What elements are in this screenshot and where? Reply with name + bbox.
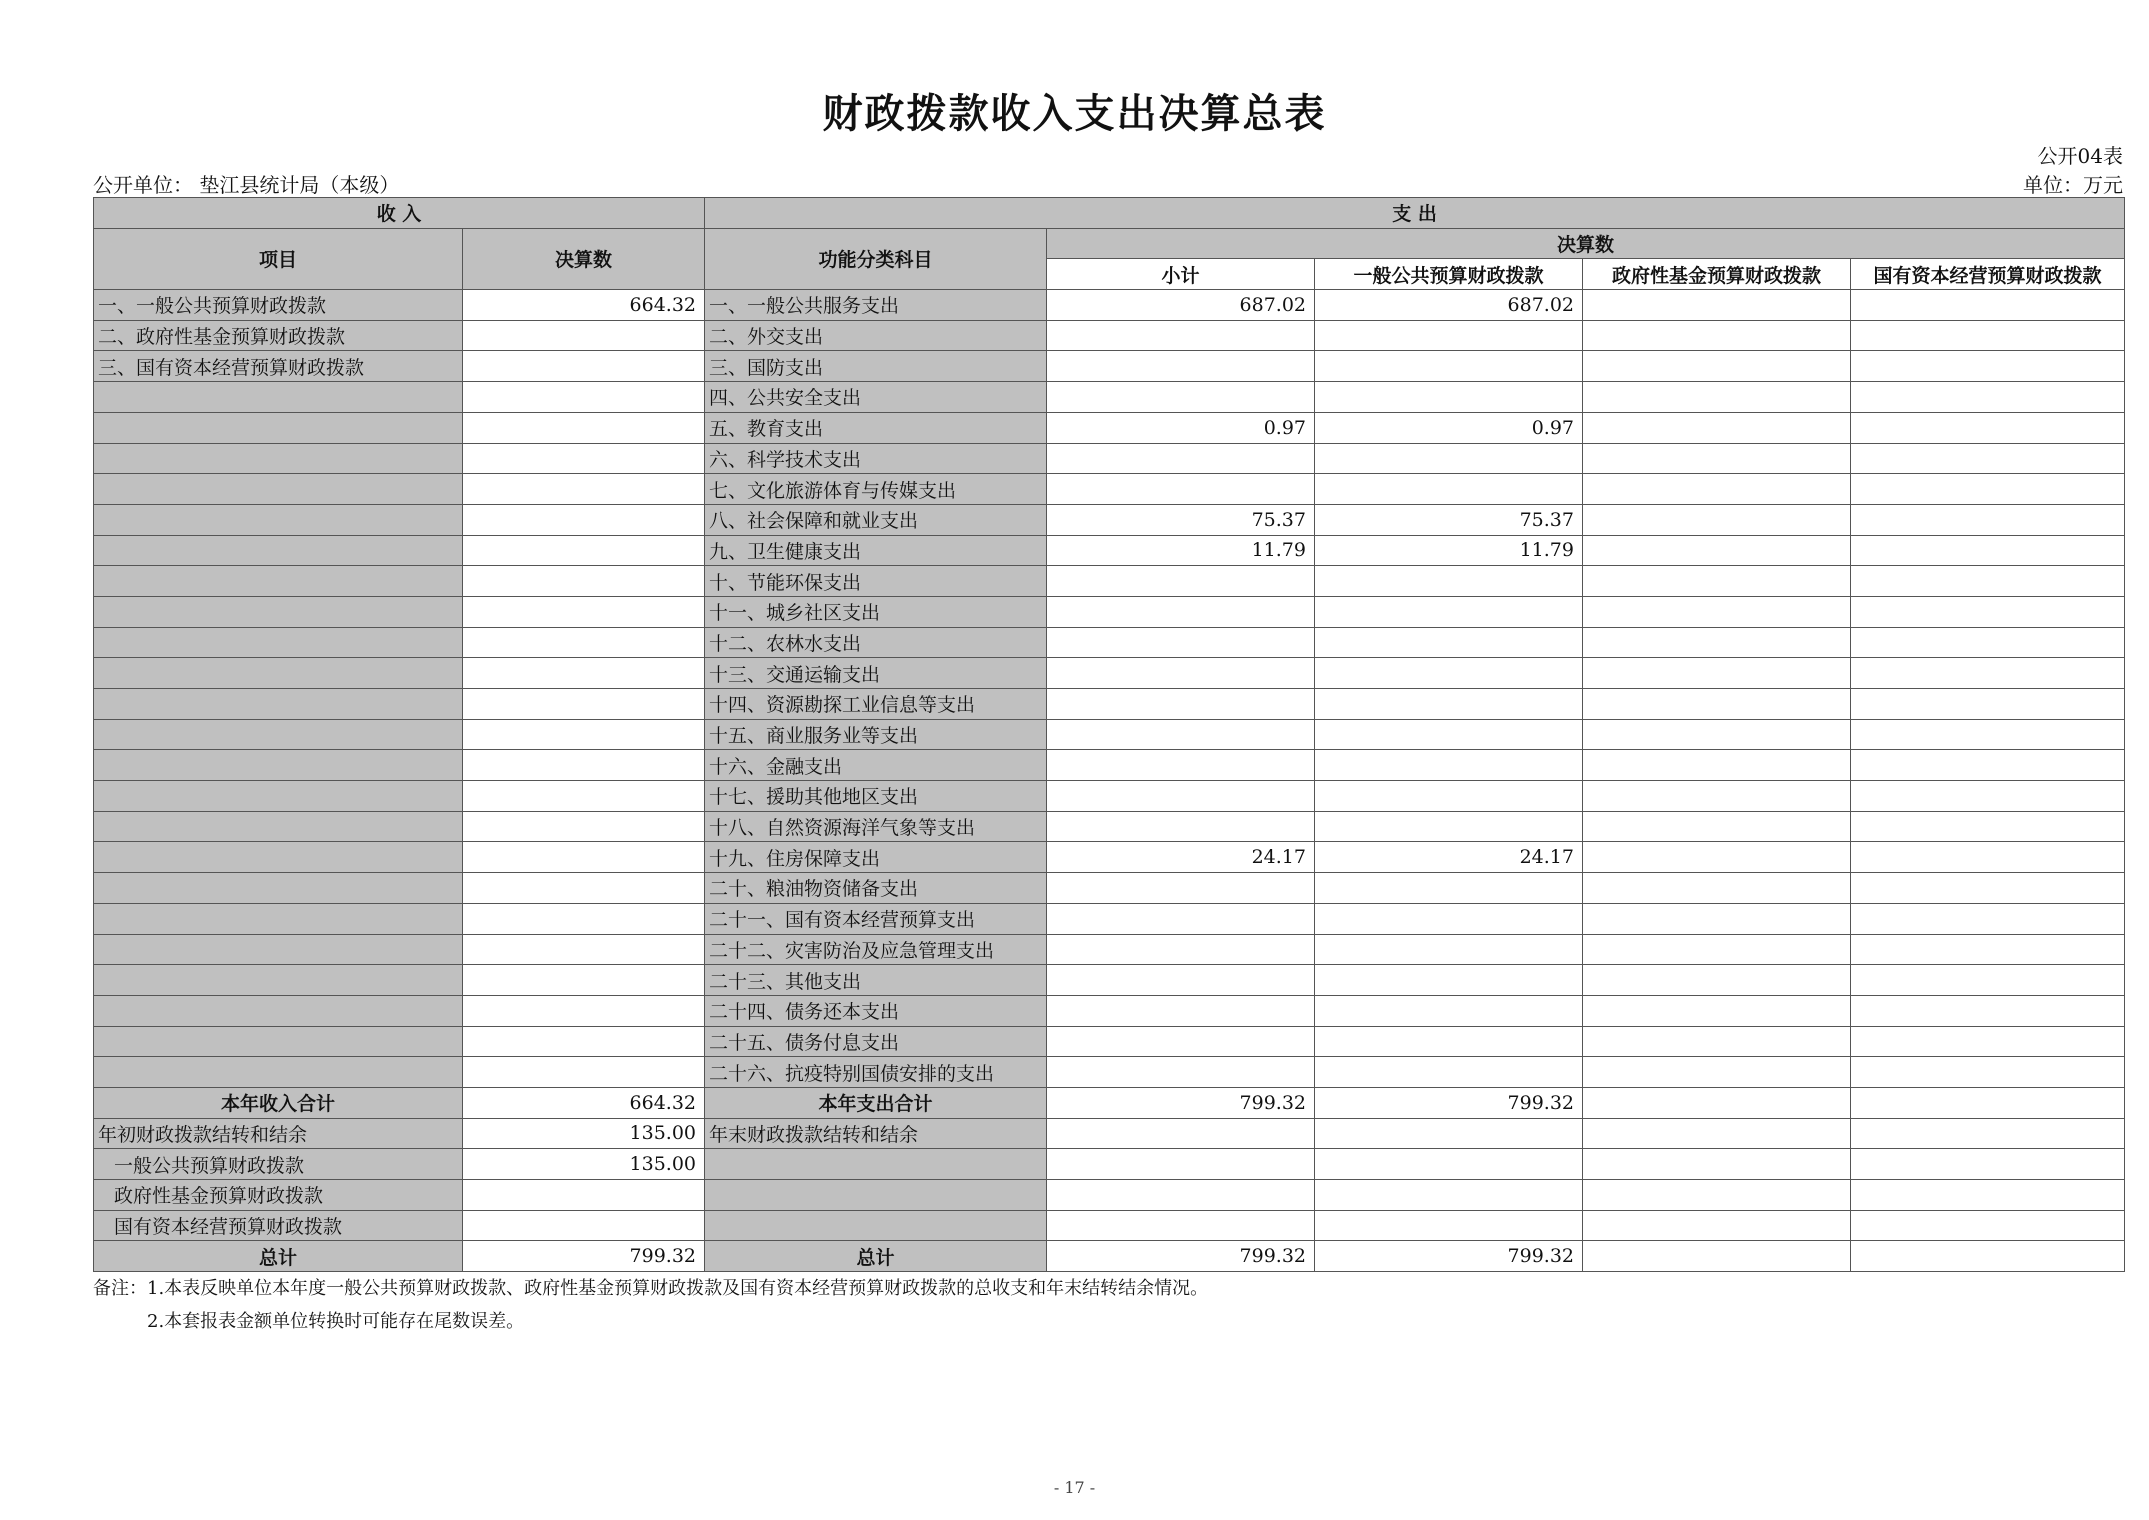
note-1: 备注：1.本表反映单位本年度一般公共预算财政拨款、政府性基金预算财政拨款及国有资本经营预算财政拨款的总收支和年末结转结余情况。 [93, 1278, 1209, 1299]
income-item [94, 842, 463, 873]
expense-govfund [1583, 351, 1851, 382]
year-total-row [94, 1087, 2125, 1118]
income-amount [463, 627, 705, 658]
appropriation-summary-table [93, 197, 2125, 1272]
function-category-header: 功能分类科目 [705, 228, 1047, 289]
expense-govfund [1583, 320, 1851, 351]
expense-subtotal [1047, 1057, 1315, 1088]
expense-category: 十四、资源勘探工业信息等支出 [705, 689, 1047, 720]
general-budget-header: 一般公共预算财政拨款 [1315, 259, 1583, 290]
expense-govfund [1583, 412, 1851, 443]
expense-govfund [1583, 474, 1851, 505]
income-amount [463, 412, 705, 443]
expense-general [1315, 627, 1583, 658]
income-amount [463, 873, 705, 904]
income-amount [463, 351, 705, 382]
notes [93, 1272, 1208, 1338]
year-income-value: 664.32 [463, 1087, 705, 1118]
expense-subtotal: 75.37 [1047, 504, 1315, 535]
expense-govfund [1583, 995, 1851, 1026]
expense-category: 九、卫生健康支出 [705, 535, 1047, 566]
income-item [94, 781, 463, 812]
table-row [94, 566, 2125, 597]
expense-category: 十三、交通运输支出 [705, 658, 1047, 689]
expense-general [1315, 995, 1583, 1026]
income-item: 一、一般公共预算财政拨款 [94, 290, 463, 321]
income-item [94, 535, 463, 566]
expense-state [1851, 811, 2125, 842]
income-amount [463, 504, 705, 535]
expense-general [1315, 351, 1583, 382]
expense-subtotal [1047, 566, 1315, 597]
amount-header: 决算数 [463, 228, 705, 289]
income-item [94, 627, 463, 658]
expense-category: 十七、援助其他地区支出 [705, 781, 1047, 812]
income-item [94, 382, 463, 413]
expense-state [1851, 351, 2125, 382]
expense-general: 0.97 [1315, 412, 1583, 443]
table-row [94, 689, 2125, 720]
expense-govfund [1583, 719, 1851, 750]
note-2: 2.本套报表金额单位转换时可能存在尾数误差。 [147, 1311, 525, 1332]
income-item: 二、政府性基金预算财政拨款 [94, 320, 463, 351]
expense-subtotal: 24.17 [1047, 842, 1315, 873]
income-section-header: 收 入 [94, 198, 705, 229]
income-amount [463, 1026, 705, 1057]
expense-state [1851, 320, 2125, 351]
table-row [94, 443, 2125, 474]
grand-expense-subtotal: 799.32 [1047, 1241, 1315, 1272]
expense-subtotal [1047, 320, 1315, 351]
expense-govfund [1583, 1026, 1851, 1057]
table-row [94, 320, 2125, 351]
table-row [94, 934, 2125, 965]
income-amount [463, 320, 705, 351]
currency-unit: 单位：万元 [2023, 173, 2123, 197]
expense-state [1851, 995, 2125, 1026]
income-item [94, 504, 463, 535]
table-row [94, 504, 2125, 535]
expense-state [1851, 504, 2125, 535]
begin-govfund-label: 政府性基金预算财政拨款 [94, 1180, 463, 1211]
expense-subtotal [1047, 719, 1315, 750]
year-expense-label: 本年支出合计 [705, 1087, 1047, 1118]
expense-state [1851, 750, 2125, 781]
expense-govfund [1583, 750, 1851, 781]
item-header: 项目 [94, 228, 463, 289]
expense-general [1315, 903, 1583, 934]
income-amount [463, 535, 705, 566]
year-expense-subtotal: 799.32 [1047, 1087, 1315, 1118]
expense-general [1315, 320, 1583, 351]
page-number: - 17 - [1053, 1478, 1096, 1497]
expense-subtotal [1047, 873, 1315, 904]
end-balance-govfund [1583, 1118, 1851, 1149]
income-amount [463, 965, 705, 996]
table-row [94, 658, 2125, 689]
expense-category: 二十、粮油物资储备支出 [705, 873, 1047, 904]
expense-category: 四、公共安全支出 [705, 382, 1047, 413]
expense-govfund [1583, 842, 1851, 873]
expense-category: 五、教育支出 [705, 412, 1047, 443]
grand-total-row [94, 1241, 2125, 1272]
expense-general: 24.17 [1315, 842, 1583, 873]
expense-state [1851, 412, 2125, 443]
expense-govfund [1583, 535, 1851, 566]
income-item [94, 596, 463, 627]
table-row [94, 535, 2125, 566]
grand-expense-label: 总计 [705, 1241, 1047, 1272]
table-row [94, 382, 2125, 413]
expense-state [1851, 566, 2125, 597]
expense-category: 八、社会保障和就业支出 [705, 504, 1047, 535]
expense-category: 二十四、债务还本支出 [705, 995, 1047, 1026]
expense-govfund [1583, 903, 1851, 934]
expense-subtotal [1047, 995, 1315, 1026]
expense-state [1851, 382, 2125, 413]
income-item: 三、国有资本经营预算财政拨款 [94, 351, 463, 382]
form-number: 公开04表 [2037, 144, 2123, 168]
begin-balance-value: 135.00 [463, 1118, 705, 1149]
table-row [94, 995, 2125, 1026]
income-item [94, 903, 463, 934]
expense-state [1851, 627, 2125, 658]
income-amount [463, 781, 705, 812]
expense-state [1851, 474, 2125, 505]
expense-general [1315, 566, 1583, 597]
page-title: 财政拨款收入支出决算总表 [822, 91, 1327, 137]
expense-subtotal [1047, 781, 1315, 812]
expense-category: 十六、金融支出 [705, 750, 1047, 781]
expense-general [1315, 934, 1583, 965]
expense-general [1315, 719, 1583, 750]
expense-govfund [1583, 596, 1851, 627]
expense-subtotal [1047, 1026, 1315, 1057]
income-amount [463, 995, 705, 1026]
expense-subtotal [1047, 934, 1315, 965]
expense-state [1851, 781, 2125, 812]
expense-subtotal [1047, 750, 1315, 781]
expense-state [1851, 1057, 2125, 1088]
income-item [94, 719, 463, 750]
end-balance-label: 年末财政拨款结转和结余 [705, 1118, 1047, 1149]
income-item [94, 474, 463, 505]
expense-subtotal [1047, 689, 1315, 720]
expense-state [1851, 535, 2125, 566]
expense-state [1851, 290, 2125, 321]
table-row [94, 412, 2125, 443]
reporting-organization: 公开单位： 垫江县统计局（本级） [93, 173, 400, 197]
income-item [94, 934, 463, 965]
expense-general: 11.79 [1315, 535, 1583, 566]
expense-category: 二十五、债务付息支出 [705, 1026, 1047, 1057]
expense-category: 十八、自然资源海洋气象等支出 [705, 811, 1047, 842]
expense-state [1851, 1026, 2125, 1057]
expense-general [1315, 382, 1583, 413]
expense-govfund [1583, 934, 1851, 965]
expense-general: 75.37 [1315, 504, 1583, 535]
expense-general [1315, 873, 1583, 904]
end-balance-state [1851, 1118, 2125, 1149]
expense-subtotal: 0.97 [1047, 412, 1315, 443]
expense-subtotal [1047, 658, 1315, 689]
expense-general [1315, 689, 1583, 720]
expense-govfund [1583, 290, 1851, 321]
income-item [94, 566, 463, 597]
table-row [94, 627, 2125, 658]
income-item [94, 995, 463, 1026]
expense-state [1851, 658, 2125, 689]
income-amount [463, 474, 705, 505]
income-item [94, 658, 463, 689]
expense-general [1315, 1026, 1583, 1057]
table-row [94, 1026, 2125, 1057]
expense-general [1315, 811, 1583, 842]
end-balance-subtotal [1047, 1118, 1315, 1149]
expense-subtotal [1047, 627, 1315, 658]
grand-expense-general: 799.32 [1315, 1241, 1583, 1272]
expense-subtotal [1047, 903, 1315, 934]
income-item [94, 965, 463, 996]
expense-category: 十一、城乡社区支出 [705, 596, 1047, 627]
table-row [94, 719, 2125, 750]
expense-category: 十二、农林水支出 [705, 627, 1047, 658]
expense-general [1315, 1057, 1583, 1088]
expense-subtotal [1047, 474, 1315, 505]
expense-govfund [1583, 382, 1851, 413]
grand-income-label: 总计 [94, 1241, 463, 1272]
expense-govfund [1583, 689, 1851, 720]
expense-govfund [1583, 443, 1851, 474]
expense-govfund [1583, 627, 1851, 658]
expense-subtotal: 11.79 [1047, 535, 1315, 566]
table-row [94, 474, 2125, 505]
carryover-row [94, 1118, 2125, 1149]
income-amount [463, 842, 705, 873]
year-expense-general: 799.32 [1315, 1087, 1583, 1118]
year-expense-state [1851, 1087, 2125, 1118]
expense-category: 六、科学技术支出 [705, 443, 1047, 474]
income-amount [463, 658, 705, 689]
expense-state [1851, 443, 2125, 474]
expense-general [1315, 781, 1583, 812]
expense-subtotal: 687.02 [1047, 290, 1315, 321]
unit-line [93, 169, 2123, 195]
table-row [94, 811, 2125, 842]
expense-general [1315, 750, 1583, 781]
subtotal-header: 小计 [1047, 259, 1315, 290]
expense-state [1851, 903, 2125, 934]
expense-category: 一、一般公共服务支出 [705, 290, 1047, 321]
expense-subtotal [1047, 382, 1315, 413]
expense-subtotal [1047, 811, 1315, 842]
table-row [94, 781, 2125, 812]
expense-subtotal [1047, 351, 1315, 382]
expense-subtotal [1047, 596, 1315, 627]
expense-state [1851, 689, 2125, 720]
expense-general [1315, 443, 1583, 474]
begin-general-value: 135.00 [463, 1149, 705, 1180]
begin-general-label: 一般公共预算财政拨款 [94, 1149, 463, 1180]
expense-govfund [1583, 566, 1851, 597]
income-amount [463, 811, 705, 842]
expense-category: 二十二、灾害防治及应急管理支出 [705, 934, 1047, 965]
expense-state [1851, 873, 2125, 904]
income-amount: 664.32 [463, 290, 705, 321]
table-row [94, 965, 2125, 996]
income-item [94, 412, 463, 443]
expense-category: 十九、住房保障支出 [705, 842, 1047, 873]
income-amount [463, 903, 705, 934]
income-amount [463, 719, 705, 750]
expense-general [1315, 965, 1583, 996]
expense-govfund [1583, 504, 1851, 535]
table-row [94, 750, 2125, 781]
expense-govfund [1583, 658, 1851, 689]
expense-state [1851, 842, 2125, 873]
expense-category: 二十六、抗疫特别国债安排的支出 [705, 1057, 1047, 1088]
grand-income-value: 799.32 [463, 1241, 705, 1272]
carryover-govfund-row [94, 1180, 2125, 1211]
expense-govfund [1583, 873, 1851, 904]
expense-general [1315, 474, 1583, 505]
table-row [94, 351, 2125, 382]
expense-category: 三、国防支出 [705, 351, 1047, 382]
government-fund-header: 政府性基金预算财政拨款 [1583, 259, 1851, 290]
table-row [94, 842, 2125, 873]
expense-state [1851, 719, 2125, 750]
table-row [94, 1057, 2125, 1088]
income-amount [463, 443, 705, 474]
expense-govfund [1583, 781, 1851, 812]
expense-subtotal [1047, 443, 1315, 474]
table-row [94, 290, 2125, 321]
expense-category: 十五、商业服务业等支出 [705, 719, 1047, 750]
income-item [94, 750, 463, 781]
income-item [94, 873, 463, 904]
income-amount [463, 596, 705, 627]
final-amount-header: 决算数 [1047, 228, 2125, 259]
income-amount [463, 566, 705, 597]
income-item [94, 443, 463, 474]
begin-balance-label: 年初财政拨款结转和结余 [94, 1118, 463, 1149]
begin-state-label: 国有资本经营预算财政拨款 [94, 1210, 463, 1241]
expense-general [1315, 596, 1583, 627]
expense-category: 二、外交支出 [705, 320, 1047, 351]
expense-govfund [1583, 1057, 1851, 1088]
income-amount [463, 934, 705, 965]
table-row [94, 903, 2125, 934]
expense-govfund [1583, 811, 1851, 842]
expense-state [1851, 934, 2125, 965]
expense-govfund [1583, 965, 1851, 996]
expense-state [1851, 965, 2125, 996]
table-row [94, 596, 2125, 627]
expense-category: 十、节能环保支出 [705, 566, 1047, 597]
expense-general [1315, 658, 1583, 689]
income-amount [463, 1057, 705, 1088]
expense-subtotal [1047, 965, 1315, 996]
income-item [94, 1057, 463, 1088]
income-amount [463, 750, 705, 781]
income-amount [463, 689, 705, 720]
income-amount [463, 382, 705, 413]
year-income-label: 本年收入合计 [94, 1087, 463, 1118]
income-item [94, 689, 463, 720]
year-expense-govfund [1583, 1087, 1851, 1118]
table-row [94, 873, 2125, 904]
income-item [94, 811, 463, 842]
carryover-general-row [94, 1149, 2125, 1180]
expense-category: 二十一、国有资本经营预算支出 [705, 903, 1047, 934]
expense-state [1851, 596, 2125, 627]
end-balance-general [1315, 1118, 1583, 1149]
carryover-state-row [94, 1210, 2125, 1241]
expense-category: 七、文化旅游体育与传媒支出 [705, 474, 1047, 505]
state-capital-header: 国有资本经营预算财政拨款 [1851, 259, 2125, 290]
expense-general: 687.02 [1315, 290, 1583, 321]
expense-section-header: 支 出 [705, 198, 2125, 229]
expense-category: 二十三、其他支出 [705, 965, 1047, 996]
income-item [94, 1026, 463, 1057]
